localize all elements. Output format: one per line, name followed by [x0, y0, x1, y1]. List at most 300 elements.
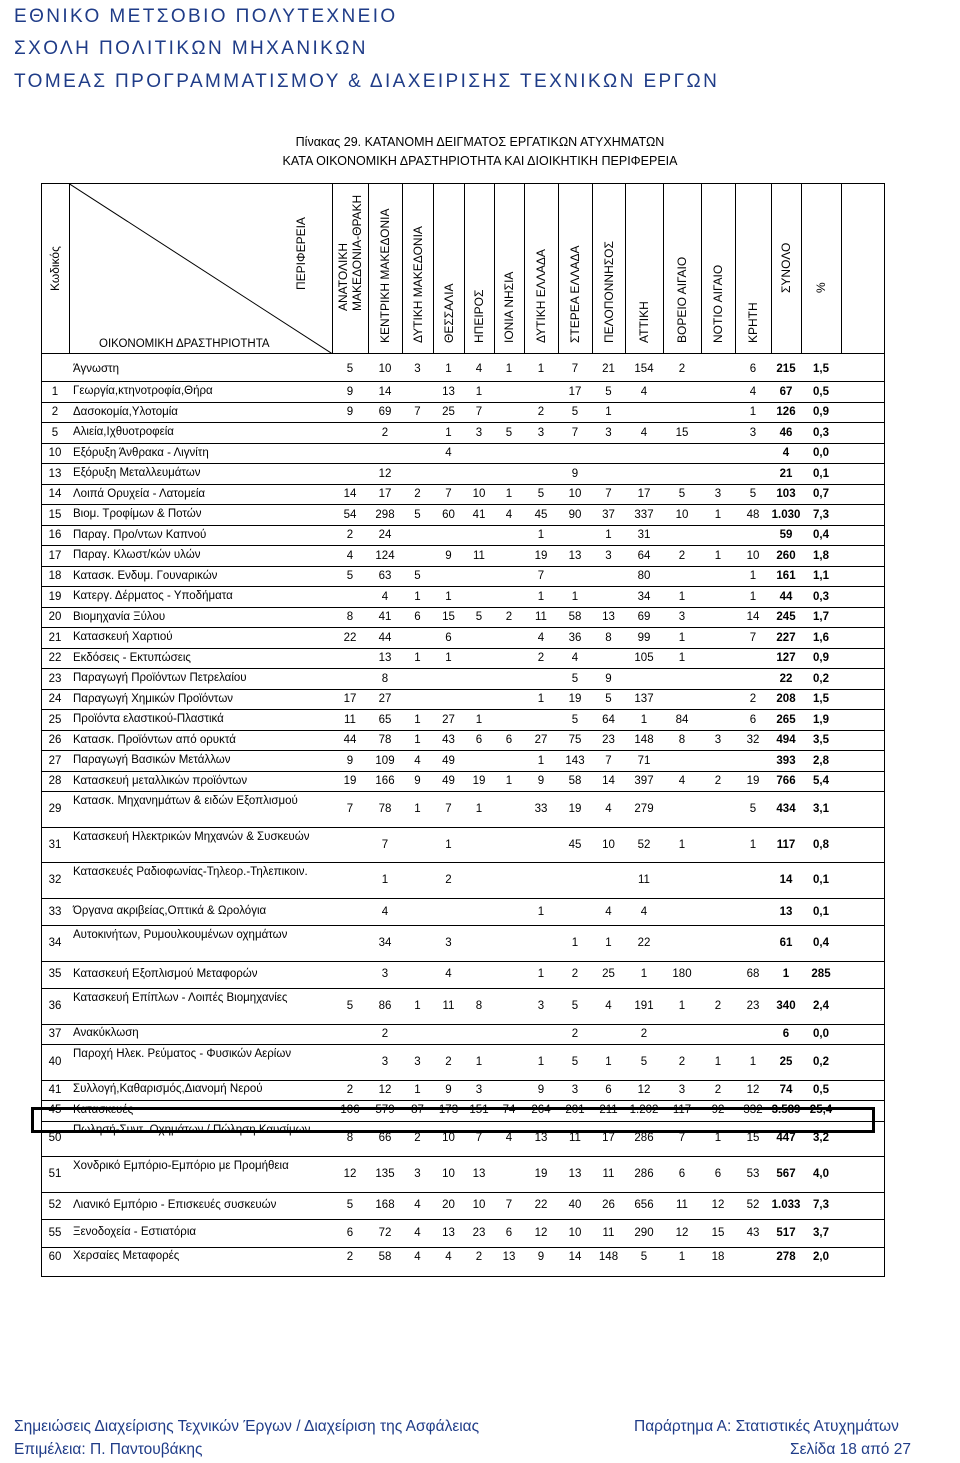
row-value: 180 — [672, 968, 692, 981]
row-value: 8 — [475, 999, 483, 1012]
column-header-4 — [442, 283, 456, 343]
row-value: 13 — [378, 652, 392, 665]
row-code: 22 — [48, 652, 62, 665]
row-code: 16 — [48, 529, 62, 542]
row-value: 22 — [343, 631, 357, 644]
row-code: 15 — [48, 508, 62, 521]
row-value: 1 — [571, 937, 579, 949]
row-value: 44 — [378, 631, 392, 644]
footer-editor: Επιμέλεια: Π. Παντουβάκης — [14, 1441, 203, 1458]
row-divider — [41, 668, 885, 669]
row-value: 58 — [568, 611, 582, 624]
row-value: 337 — [634, 508, 654, 521]
column-header-12-line: ΝΟΤΙΟ ΑΙΓΑΙΟ — [711, 264, 725, 343]
row-activity-name: Παραγ. Κλωστ/κών υλών — [73, 549, 201, 562]
row-value: 1,1 — [813, 570, 829, 583]
row-value: 166 — [375, 775, 395, 788]
row-value: 1 — [749, 1055, 757, 1068]
row-value: 2 — [414, 488, 421, 501]
row-value: 1 — [714, 1055, 722, 1068]
row-value: 1 — [505, 775, 513, 788]
row-divider — [41, 381, 885, 382]
header-diagonal-line — [68, 183, 332, 354]
row-divider — [41, 730, 885, 731]
row-value: 25,4 — [809, 1104, 833, 1117]
row-activity-name: Χονδρικό Εμπόριο-Εμπόριο με Προμήθεια — [73, 1159, 289, 1172]
row-value: 6 — [749, 363, 757, 376]
row-value: 0,9 — [813, 406, 829, 419]
row-value: 0,1 — [813, 467, 829, 480]
row-value: 13 — [602, 611, 615, 624]
column-header-11-line: ΒΟΡΕΙΟ ΑΙΓΑΙΟ — [675, 256, 689, 343]
row-value: 4 — [445, 968, 452, 981]
row-value: 41 — [378, 611, 392, 624]
row-value: 9 — [414, 775, 421, 788]
row-divider — [41, 607, 885, 608]
row-value: 1 — [714, 549, 722, 562]
row-value: 10 — [675, 508, 689, 521]
row-divider — [41, 862, 885, 863]
row-value: 19 — [568, 803, 582, 816]
row-value: 11 — [676, 1199, 688, 1212]
row-code: 37 — [48, 1027, 62, 1040]
row-value: 54 — [343, 508, 357, 521]
row-activity-name: Γεωργία,κτηνοτροφία,Θήρα — [73, 385, 213, 398]
row-value: 4 — [381, 905, 389, 918]
row-value: 5 — [678, 488, 686, 501]
row-activity-name: Κατασκευή Εξοπλισμού Μεταφορών — [73, 967, 258, 980]
row-value: 2 — [445, 874, 452, 887]
row-value: 4 — [749, 385, 757, 398]
row-value: 1 — [605, 1055, 612, 1068]
row-value: 78 — [378, 803, 392, 816]
column-header-2-line: ΚΕΝΤΡΙΚΗ ΜΑΚΕΔΟΝΙΑ — [378, 208, 392, 343]
row-value: 1 — [678, 590, 686, 603]
row-value: 137 — [634, 693, 654, 706]
row-value: 1 — [414, 1083, 421, 1096]
row-value: 67 — [779, 385, 793, 398]
column-header-9 — [602, 241, 616, 343]
row-code: 10 — [48, 447, 62, 460]
column-header-14-line: ΣΥΝΟΛΟ — [779, 242, 793, 293]
row-value: 0,0 — [813, 1027, 829, 1040]
row-value: 3 — [571, 1083, 579, 1096]
row-value: 44 — [343, 734, 357, 747]
row-value: 4 — [605, 803, 612, 816]
header-separator — [41, 353, 885, 354]
row-value: 5 — [414, 570, 421, 583]
row-value: 579 — [375, 1104, 395, 1117]
row-value: 17 — [378, 488, 392, 501]
row-value: 1 — [749, 406, 757, 419]
row-value: 1 — [414, 734, 421, 747]
row-value: 227 — [776, 631, 796, 644]
row-value: 109 — [375, 754, 395, 767]
row-value: 66 — [378, 1132, 392, 1145]
row-value: 1 — [475, 803, 483, 816]
row-value: 14 — [602, 775, 615, 788]
row-value: 9 — [445, 549, 452, 562]
row-value: 13 — [472, 1167, 486, 1180]
row-value: 23 — [472, 1226, 486, 1239]
row-value: 6 — [346, 1226, 354, 1239]
row-value: 9 — [605, 672, 612, 685]
row-value: 1,8 — [813, 549, 829, 562]
table-subcaption: ΚΑΤΑ ΟΙΚΟΝΟΜΙΚΗ ΔΡΑΣΤΗΡΙΟΤΗΤΑ ΚΑΙ ΔΙΟΙΚΗΤΙΚΗ ΠΕΡΙΦΕΡΕΙΑ — [282, 154, 678, 168]
row-value: 1 — [678, 652, 686, 665]
row-value: 7 — [537, 570, 545, 583]
row-divider — [41, 586, 885, 587]
row-value: 0,2 — [813, 1055, 829, 1068]
column-header-5-line: ΗΠΕΙΡΟΣ — [472, 289, 486, 343]
row-value: 10 — [442, 1167, 455, 1180]
row-value: 1 — [537, 754, 545, 767]
region-column-divider — [402, 183, 403, 353]
row-value: 6 — [782, 1027, 790, 1040]
row-value: 26 — [602, 1199, 615, 1212]
row-value: 12 — [343, 1167, 357, 1180]
row-value: 7 — [678, 1132, 686, 1145]
row-value: 41 — [472, 508, 486, 521]
column-header-7-line: ΔΥΤΙΚΗ ΕΛΛΑΔΑ — [534, 249, 548, 343]
row-value: 3 — [414, 1167, 421, 1180]
row-value: 10 — [568, 1226, 582, 1239]
row-value: 4 — [640, 905, 648, 918]
row-value: 2 — [505, 611, 513, 624]
row-value: 1,5 — [813, 693, 829, 706]
region-header: ΠΕΡΙΦΕΡΕΙΑ — [294, 217, 308, 290]
row-code: 1 — [51, 385, 59, 398]
column-header-12 — [711, 265, 725, 343]
row-value: 3,1 — [813, 803, 829, 816]
row-divider — [41, 1192, 885, 1193]
row-code: 40 — [48, 1055, 62, 1068]
row-code: 27 — [48, 754, 62, 767]
region-column-divider — [592, 183, 593, 353]
row-value: 4 — [571, 652, 579, 665]
row-value: 1 — [678, 999, 686, 1012]
row-value: 92 — [711, 1104, 725, 1117]
row-value: 25 — [602, 968, 615, 981]
region-column-divider — [841, 183, 842, 353]
row-value: 84 — [675, 713, 689, 726]
row-value: 0,3 — [813, 426, 829, 439]
row-value: 0,0 — [813, 447, 829, 460]
row-value: 19 — [568, 693, 582, 706]
row-value: 25 — [779, 1055, 793, 1068]
row-divider — [41, 1156, 885, 1157]
row-activity-name: Βιομ. Τροφίμων & Ποτών — [73, 508, 202, 521]
row-value: 2 — [475, 1250, 483, 1263]
row-value: 18 — [711, 1250, 725, 1263]
row-value: 1 — [678, 1250, 686, 1263]
row-value: 40 — [568, 1199, 582, 1212]
row-value: 3 — [714, 488, 722, 501]
row-divider — [41, 898, 885, 899]
row-value: 11 — [602, 1226, 615, 1239]
row-value: 3 — [445, 937, 452, 949]
row-value: 5 — [414, 508, 421, 521]
row-value: 1 — [537, 693, 545, 706]
region-column-divider — [771, 183, 772, 353]
row-value: 8 — [346, 1132, 354, 1145]
row-value: 5 — [571, 999, 579, 1012]
row-value: 6 — [714, 1167, 722, 1180]
row-value: 1 — [414, 999, 421, 1012]
row-value: 15 — [711, 1226, 725, 1239]
row-value: 12 — [637, 1083, 651, 1096]
row-activity-name: Ξενοδοχεία - Εστιατόρια — [73, 1226, 197, 1239]
row-value: 2 — [571, 1027, 579, 1040]
row-value: 1 — [678, 631, 686, 644]
row-value: 60 — [442, 508, 455, 521]
row-value: 6 — [414, 611, 421, 624]
row-value: 2 — [381, 426, 389, 439]
row-divider — [41, 566, 885, 567]
row-value: 2 — [445, 1055, 452, 1068]
row-activity-name: Αυτοκινήτων, Ρυμουλκουμένων οχημάτων — [73, 929, 288, 941]
row-value: 34 — [637, 590, 651, 603]
row-code: 32 — [48, 874, 62, 887]
row-value: 3 — [475, 1083, 483, 1096]
row-value: 201 — [565, 1104, 585, 1117]
row-value: 9 — [537, 1250, 545, 1263]
row-value: 1 — [749, 590, 757, 603]
row-value: 3 — [475, 426, 483, 439]
row-value: 0,7 — [813, 488, 829, 501]
region-column-divider — [801, 183, 802, 353]
row-value: 286 — [634, 1132, 654, 1145]
row-value: 3 — [714, 734, 722, 747]
row-value: 27 — [442, 713, 455, 726]
row-activity-name: Συλλογή,Καθαρισμός,Διανομή Νερού — [73, 1083, 263, 1096]
row-code: 55 — [48, 1226, 62, 1239]
row-activity-name: Κατασκευή Χαρτιού — [73, 631, 173, 644]
row-value: 393 — [776, 754, 796, 767]
row-value: 7 — [346, 803, 354, 816]
row-value: 7 — [505, 1199, 513, 1212]
row-code: 34 — [48, 937, 62, 949]
row-value: 3 — [381, 1055, 389, 1068]
row-value: 1 — [537, 529, 545, 542]
row-value: 1 — [445, 590, 452, 603]
row-value: 103 — [776, 488, 796, 501]
row-value: 21 — [602, 363, 615, 376]
column-header-15 — [814, 282, 828, 293]
row-value: 4 — [640, 385, 648, 398]
row-value: 494 — [776, 734, 796, 747]
region-column-divider — [368, 183, 369, 353]
row-value: 5 — [571, 713, 579, 726]
row-activity-name: Όργανα ακριβείας,Οπτικά & Ωρολόγια — [73, 905, 267, 918]
row-value: 19 — [472, 775, 486, 788]
column-header-1-line: ΑΝΑΤΟΛΙΚΗ — [336, 242, 350, 311]
row-activity-name: Παροχή Ηλεκ. Ρεύματος - Φυσικών Αερίων — [73, 1047, 292, 1060]
row-value: 1,7 — [813, 611, 829, 624]
row-value: 8 — [346, 611, 354, 624]
row-value: 1 — [605, 529, 612, 542]
row-value: 12 — [746, 1083, 760, 1096]
row-value: 3 — [414, 1055, 421, 1068]
row-value: 211 — [599, 1104, 618, 1117]
row-value: 3,7 — [813, 1226, 829, 1239]
row-value: 5 — [346, 363, 354, 376]
row-value: 285 — [811, 968, 831, 981]
row-value: 3,5 — [813, 734, 829, 747]
row-value: 3 — [605, 549, 612, 562]
row-value: 22 — [534, 1199, 548, 1212]
row-value: 48 — [746, 508, 760, 521]
row-value: 1 — [475, 1055, 483, 1068]
row-value: 3 — [678, 1083, 686, 1096]
row-value: 17 — [568, 385, 582, 398]
row-value: 148 — [598, 1250, 619, 1263]
footer-appendix: Παράρτημα Α: Στατιστικές Ατυχημάτων — [634, 1418, 899, 1435]
row-code: 31 — [48, 838, 62, 851]
row-divider — [41, 422, 885, 423]
row-activity-name: Κατασκευή Επίπλων - Λοιπές Βιομηχανίες — [73, 991, 288, 1004]
row-value: 656 — [634, 1199, 654, 1212]
row-code: 33 — [48, 905, 62, 918]
row-value: 4,0 — [813, 1167, 829, 1180]
row-value: 264 — [531, 1104, 551, 1117]
row-value: 17 — [637, 488, 651, 501]
row-value: 10 — [602, 838, 615, 851]
row-value: 4 — [505, 508, 513, 521]
row-value: 6 — [678, 1167, 686, 1180]
row-value: 1 — [414, 590, 421, 603]
row-divider — [41, 988, 885, 989]
row-value: 33 — [534, 803, 548, 816]
row-value: 9 — [346, 406, 354, 419]
row-value: 4 — [605, 905, 612, 918]
row-value: 9 — [346, 754, 354, 767]
row-code: 13 — [48, 467, 62, 480]
row-value: 10 — [378, 363, 392, 376]
row-value: 161 — [776, 570, 796, 583]
row-value: 2 — [346, 1250, 354, 1263]
row-code: 26 — [48, 734, 62, 747]
row-value: 6 — [475, 734, 483, 747]
region-column-divider — [524, 183, 525, 353]
column-header-15-line: % — [814, 282, 828, 293]
row-value: 75 — [568, 734, 582, 747]
row-activity-name: Δασοκομία,Υλοτομία — [73, 405, 178, 418]
row-activity-name: Κατασκευή μεταλλικών προϊόντων — [73, 774, 248, 787]
row-value: 64 — [637, 549, 651, 562]
row-value: 45 — [534, 508, 548, 521]
row-value: 6 — [749, 713, 757, 726]
column-header-6 — [502, 272, 516, 343]
row-code: 21 — [48, 631, 62, 644]
row-value: 290 — [634, 1226, 654, 1239]
row-activity-name: Προϊόντα ελαστικού-Πλαστικά — [73, 713, 224, 726]
row-value: 1 — [414, 652, 421, 665]
row-value: 7 — [414, 406, 421, 419]
row-divider — [41, 750, 885, 751]
row-value: 2 — [640, 1027, 648, 1040]
row-value: 5 — [571, 406, 579, 419]
row-activity-name: Άγνωστη — [73, 362, 119, 375]
row-value: 4 — [445, 447, 452, 460]
row-activity-name: Κατασκευές — [73, 1103, 134, 1116]
row-value: 279 — [634, 803, 654, 816]
row-value: 1 — [445, 426, 452, 439]
row-value: 6 — [505, 734, 513, 747]
row-activity-name: Πωλησή-Συντ. Οχημάτων / Πώληση Καυσίμων — [73, 1124, 311, 1137]
row-value: 2 — [346, 529, 354, 542]
row-code: 2 — [51, 406, 59, 419]
row-divider — [41, 525, 885, 526]
row-value: 4 — [346, 549, 354, 562]
row-value: 2 — [414, 1132, 421, 1145]
row-value: 13 — [442, 1226, 455, 1239]
row-value: 117 — [672, 1104, 692, 1117]
row-value: 151 — [469, 1104, 489, 1117]
row-value: 10 — [442, 1132, 455, 1145]
row-value: 447 — [776, 1132, 796, 1145]
region-column-divider — [558, 183, 559, 353]
row-value: 245 — [776, 611, 796, 624]
row-value: 11 — [638, 874, 650, 887]
row-value: 3,2 — [813, 1132, 829, 1145]
row-code: 51 — [48, 1167, 62, 1180]
row-code: 50 — [48, 1132, 62, 1145]
table-caption: Πίνακας 29. ΚΑΤΑΝΟΜΗ ΔΕΙΓΜΑΤΟΣ ΕΡΓΑΤΙΚΩΝ ΑΤΥΧΗΜΑΤΩΝ — [295, 135, 665, 149]
row-value: 3 — [749, 426, 757, 439]
row-value: 1 — [537, 363, 545, 376]
row-value: 173 — [438, 1104, 459, 1117]
row-code: 19 — [48, 590, 62, 603]
row-value: 45 — [568, 838, 582, 851]
row-value: 22 — [779, 672, 793, 685]
row-value: 20 — [442, 1199, 455, 1212]
row-value: 25 — [442, 406, 455, 419]
row-value: 397 — [634, 775, 654, 788]
row-activity-name: Λιανικό Εμπόριο - Επισκευές συσκευών — [73, 1198, 277, 1211]
row-value: 87 — [411, 1104, 424, 1117]
row-value: 5 — [346, 1199, 354, 1212]
row-value: 52 — [746, 1199, 760, 1212]
row-value: 74 — [502, 1104, 516, 1117]
row-value: 61 — [779, 937, 793, 949]
row-value: 298 — [375, 508, 395, 521]
row-value: 3 — [678, 611, 686, 624]
row-value: 127 — [776, 652, 796, 665]
row-value: 168 — [375, 1199, 395, 1212]
region-column-divider — [433, 183, 434, 353]
row-code: 18 — [48, 570, 62, 583]
row-divider — [41, 484, 885, 485]
row-value: 4 — [414, 1250, 421, 1263]
row-value: 13 — [568, 549, 582, 562]
row-value: 215 — [776, 363, 796, 376]
row-value: 3 — [414, 363, 421, 376]
row-value: 3.589 — [771, 1104, 801, 1117]
row-value: 4 — [537, 631, 545, 644]
row-value: 7 — [749, 631, 757, 644]
row-value: 5 — [640, 1250, 648, 1263]
row-value: 80 — [637, 570, 651, 583]
row-value: 8 — [605, 631, 612, 644]
row-value: 52 — [637, 838, 651, 851]
row-value: 15 — [746, 1132, 760, 1145]
row-code: 52 — [48, 1199, 62, 1212]
row-value: 1 — [414, 713, 421, 726]
row-value: 1 — [749, 838, 757, 851]
row-value: 0,4 — [813, 937, 829, 949]
row-value: 6 — [505, 1226, 513, 1239]
